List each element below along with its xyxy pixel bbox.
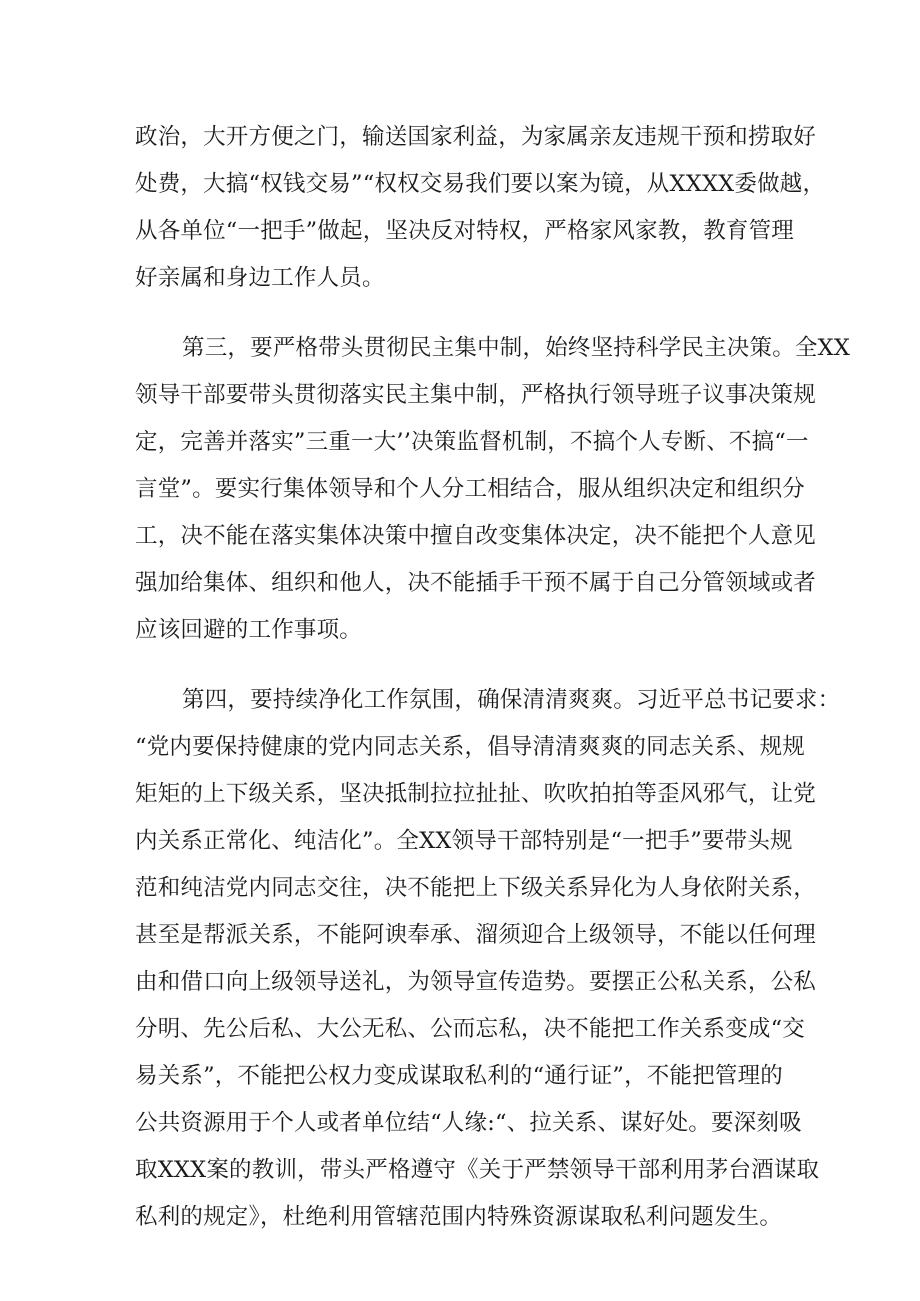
paragraph-line: 内关系正常化、纯洁化”。全XX领导干部特别是“一把手”要带头规 bbox=[135, 828, 793, 854]
paragraph-line: 言堂”。要实行集体领导和个人分工相结合，服从组织决定和组织分 bbox=[135, 476, 806, 502]
paragraph-line: 应该回避的工作事项。 bbox=[135, 617, 363, 643]
paragraph-line: 强加给集体、组织和他人，决不能插手干预不属于自己分管领域或者 bbox=[135, 570, 817, 596]
paragraph-line: 政治，大开方便之门，输送国家利益，为家属亲友违规干预和捞取好 bbox=[135, 124, 817, 150]
paragraph-line: 私利的规定》，杜绝利用管辖范围内特殊资源谋取私利问题发生。 bbox=[135, 1204, 783, 1230]
paragraph-line: 第三，要严格带头贯彻民主集中制，始终坚持科学民主决策。全XX bbox=[182, 335, 851, 361]
paragraph-line: 定，完善并落实”三重一大’’决策监督机制，不搞个人专断、不搞“一 bbox=[135, 429, 809, 455]
paragraph-line: 从各单位“一把手”做起，坚决反对特权，严格家风家教，教育管理 bbox=[135, 218, 795, 244]
paragraph-3 bbox=[135, 677, 841, 1241]
paragraph-1 bbox=[135, 114, 826, 302]
paragraph-line: 取XXX案的教训，带头严格遵守《关于严禁领导干部利用茅台酒谋取 bbox=[135, 1157, 820, 1183]
paragraph-line: 领导干部要带头贯彻落实民主集中制，严格执行领导班子议事决策规 bbox=[135, 382, 817, 408]
paragraph-2 bbox=[135, 325, 851, 654]
paragraph-line: 分明、先公后私、大公无私、公而忘私，决不能把工作关系变成“交 bbox=[135, 1016, 806, 1042]
paragraph-line: “党内要保持健康的党内同志关系，倡导清清爽爽的同志关系、规规 bbox=[135, 734, 806, 760]
document-body bbox=[135, 114, 851, 1241]
paragraph-line: 公共资源用于个人或者单位结“人缘:“、拉关系、谋好处。要深刻吸 bbox=[135, 1110, 802, 1136]
paragraph-line: 处费，大搞“权钱交易”“权权交易我们要以案为镜，从XXXX委做越， bbox=[135, 171, 826, 197]
paragraph-line: 工，决不能在落实集体决策中擅自改变集体决定，决不能把个人意见 bbox=[135, 523, 817, 549]
paragraph-line: 范和纯洁党内同志交往，决不能把上下级关系异化为人身依附关系， bbox=[135, 875, 817, 901]
paragraph-line: 矩矩的上下级关系，坚决抵制拉拉扯扯、吹吹拍拍等歪风邪气，让党 bbox=[135, 781, 817, 807]
paragraph-line: 甚至是帮派关系，不能阿谀奉承、溜须迎合上级领导，不能以任何理 bbox=[135, 922, 817, 948]
paragraph-line: 第四，要持续净化工作氛围，确保清清爽爽。习近平总书记要求： bbox=[182, 687, 841, 713]
paragraph-line: 由和借口向上级领导送礼，为领导宣传造势。要摆正公私关系，公私 bbox=[135, 969, 817, 995]
paragraph-line: 易关系”，不能把公权力变成谋取私利的“通行证”，不能把管理的 bbox=[135, 1063, 784, 1089]
paragraph-line: 好亲属和身边工作人员。 bbox=[135, 265, 385, 291]
